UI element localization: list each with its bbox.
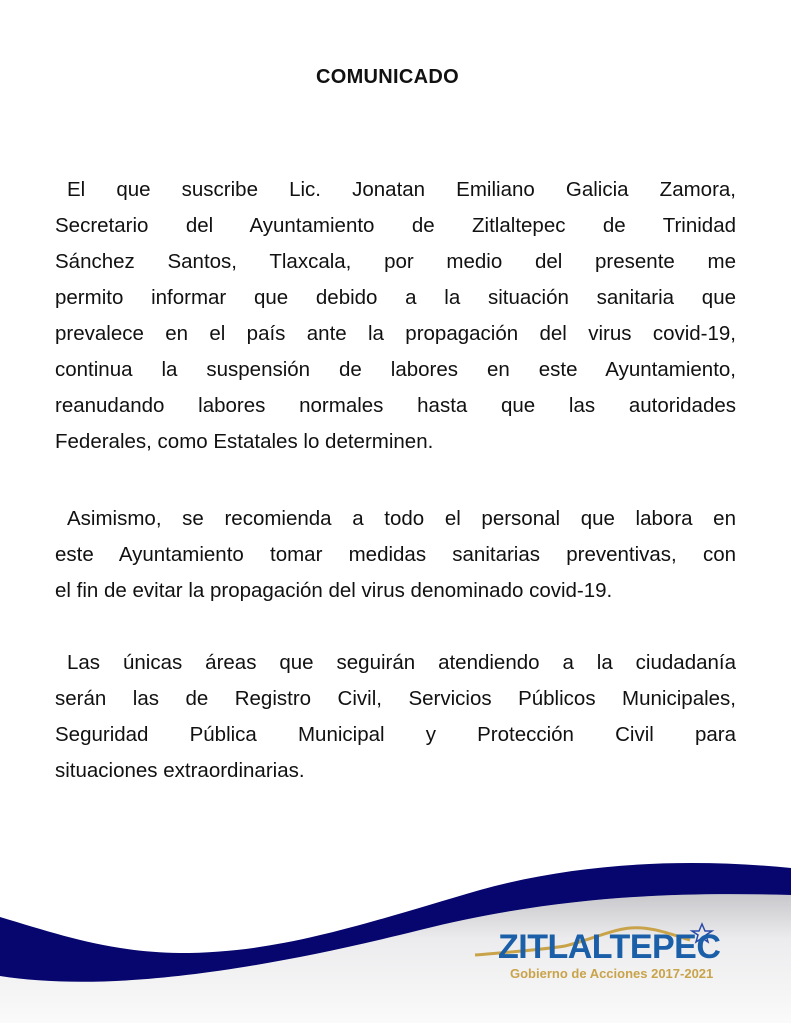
text-line: Asimismo, se recomienda a todo el personal que labora en xyxy=(67,507,736,530)
paragraph-active-areas xyxy=(55,645,736,789)
text-line: prevalece en el país ante la propagación del virus covid-19, xyxy=(55,322,736,345)
paragraph-suspension xyxy=(55,172,736,460)
text-line: serán las de Registro Civil, Servicios Públicos Municipales, xyxy=(55,687,736,710)
text-line: Las únicas áreas que seguirán atendiendo a la ciudadanía xyxy=(67,651,736,674)
paragraph-recommendation xyxy=(55,501,736,609)
text-line: este Ayuntamiento tomar medidas sanitarias preventivas, con xyxy=(55,543,736,566)
text-line: Secretario del Ayuntamiento de Zitlaltepec de Trinidad xyxy=(55,214,736,237)
text-line: El que suscribe Lic. Jonatan Emiliano Galicia Zamora, xyxy=(67,178,736,201)
logo-tagline: Gobierno de Acciones 2017-2021 xyxy=(510,966,714,981)
document-title: COMUNICADO xyxy=(316,66,459,88)
text-line: Federales, como Estatales lo determinen. xyxy=(55,430,434,453)
logo-name: ZITLALTEPEC xyxy=(498,928,721,966)
text-line: reanudando labores normales hasta que las autoridades xyxy=(55,394,736,417)
zitlaltepec-logo xyxy=(470,920,740,990)
text-line: Sánchez Santos, Tlaxcala, por medio del presente me xyxy=(55,250,736,273)
text-line: situaciones extraordinarias. xyxy=(55,759,305,782)
text-line: Seguridad Pública Municipal y Protección Civil para xyxy=(55,723,736,746)
text-line: el fin de evitar la propagación del virus denominado covid-19. xyxy=(55,579,613,602)
text-line: permito informar que debido a la situación sanitaria que xyxy=(55,286,736,309)
text-line: continua la suspensión de labores en este Ayuntamiento, xyxy=(55,358,736,381)
